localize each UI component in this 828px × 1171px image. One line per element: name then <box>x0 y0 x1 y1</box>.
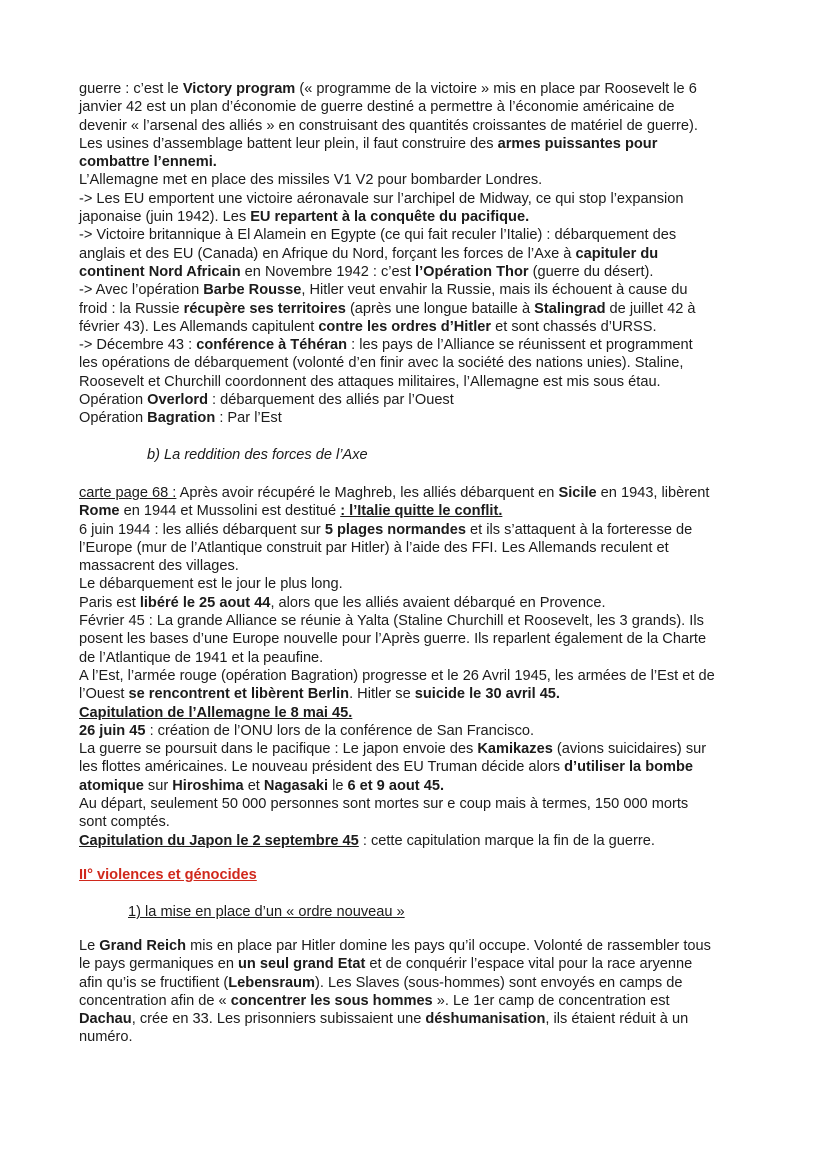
text-line <box>79 502 761 520</box>
text-span: en 1943, libèrent <box>596 485 710 501</box>
text-span: japonaise (juin 1942). Les <box>79 209 251 226</box>
bold-text: Kamikazes <box>477 741 553 758</box>
bold-text: Grand Reich <box>99 938 187 954</box>
text-span: les opérations de débarquement (volonté d’en finir avec la société des nations unies). Staline, <box>79 355 684 372</box>
text-span: en Novembre 1942 : c’est <box>240 263 416 280</box>
bold-text: récupère ses territoires <box>183 300 346 317</box>
text-span: les flottes américaines. Le nouveau président des EU Truman décide alors <box>79 759 565 776</box>
text-line <box>79 409 761 427</box>
text-span: anglais et des EU (Canada) en Afrique du Nord, forçant les forces de l’Axe à <box>79 245 576 262</box>
text-line <box>79 336 761 354</box>
text-span: : Par l’Est <box>215 410 282 427</box>
text-span: et ils s’attaquent à la forteresse de <box>465 521 693 538</box>
bold-text: se rencontrent et libèrent Berlin <box>128 686 350 703</box>
bold-text: Capitulation du Japon le 2 septembre 45 <box>79 832 359 849</box>
text-span: Opération <box>79 392 148 409</box>
text-span: , alors que les alliés avaient débarqué en Provence. <box>270 594 606 611</box>
text-span: le <box>328 777 348 794</box>
bold-text: déshumanisation <box>425 1011 546 1028</box>
text-line <box>79 758 761 776</box>
bold-text: Lebensraum <box>228 974 316 991</box>
text-span: (après une longue bataille à <box>345 300 535 317</box>
text-line <box>79 594 761 612</box>
text-span: sur <box>143 777 173 794</box>
bold-text: Bagration <box>147 410 216 427</box>
text-span: : création de l’ONU lors de la conférence de San Francisco. <box>145 722 535 739</box>
bold-text: Stalingrad <box>534 300 606 317</box>
text-span: ». Le 1er camp de concentration est <box>432 992 670 1009</box>
text-span: l’Europe (mur de l’Atlantique construit par Hitler) à l’aide des FFI. Les Allemands reculent et <box>79 539 669 556</box>
text-span: concentration afin de « <box>79 992 231 1009</box>
heading-violences-genocides: II° violences et génocides <box>79 867 257 883</box>
text-line <box>79 704 761 722</box>
paragraph-reddition <box>79 484 761 850</box>
text-span: et sont chassés d’URSS. <box>491 318 657 335</box>
text-span: le pays germaniques en <box>79 956 239 973</box>
text-span: janvier 42 est un plan d’économie de guerre destiné a permettre à l’économie américaine de <box>79 99 675 116</box>
text-span: Au départ, seulement 50 000 personnes sont mortes sur e coup mais à termes, 150 000 morts <box>79 796 689 813</box>
text-span: mis en place par Hitler domine les pays qu’il occupe. Volonté de rassembler tous <box>186 938 711 954</box>
text-span: A l’Est, l’armée rouge (opération Bagration) progresse et le 26 Avril 1945, les armées de l’Est et de <box>79 667 715 684</box>
text-span: Opération <box>79 410 148 427</box>
text-line <box>79 484 761 502</box>
subheading-ordre-nouveau-wrap <box>128 903 405 921</box>
text-span: froid : la Russie <box>79 300 184 317</box>
text-line <box>79 1028 761 1046</box>
text-line <box>79 740 761 758</box>
bold-text: contre les ordres d’Hitler <box>318 318 492 335</box>
bold-text: 26 juin 45 <box>79 722 146 739</box>
text-line <box>79 281 761 299</box>
text-line <box>79 300 761 318</box>
text-line <box>79 813 761 831</box>
text-span: février 43). Les Allemands capitulent <box>79 318 319 335</box>
text-span: La guerre se poursuit dans le pacifique : Le japon envoie des <box>79 741 478 758</box>
text-line <box>79 245 761 263</box>
bold-text: suicide le 30 avril 45. <box>414 686 560 703</box>
bold-text: 6 et 9 aout 45. <box>347 777 445 794</box>
text-span: l’Ouest <box>79 686 129 703</box>
bold-text: Capitulation de l’Allemagne le 8 mai 45. <box>79 704 353 721</box>
text-line <box>79 795 761 813</box>
text-span: -> Les EU emportent une victoire aéronavale sur l’archipel de Midway, ce qui stop l’expansion <box>79 190 684 207</box>
text-span: massacrent des villages. <box>79 558 239 575</box>
subheading-reddition: b) La reddition des forces de l’Axe <box>147 447 368 463</box>
text-span: sont comptés. <box>79 814 170 831</box>
text-span: Le <box>79 938 100 954</box>
text-span: et de conquérir l’espace vital pour la race aryenne <box>365 956 693 973</box>
bold-text: l’Opération Thor <box>415 263 529 280</box>
text-line <box>79 153 761 171</box>
paragraph-grand-reich <box>79 937 761 1047</box>
text-line <box>79 354 761 372</box>
text-span: : cette capitulation marque la fin de la guerre. <box>358 832 655 849</box>
text-line <box>79 649 761 667</box>
text-line <box>79 575 761 593</box>
bold-text: concentrer les sous hommes <box>230 992 433 1009</box>
text-line <box>79 722 761 740</box>
bold-text: : l’Italie quitte le conflit. <box>340 503 503 520</box>
text-span: Après avoir récupéré le Maghreb, les alliés débarquent en <box>176 485 559 501</box>
text-span: en 1944 et Mussolini est destitué <box>119 503 341 520</box>
text-span: devenir « l’arsenal des alliés » en construisant des quantités croissantes de matériel de guerre). <box>79 117 698 134</box>
bold-text: Dachau <box>79 1011 132 1028</box>
text-span: Roosevelt et Churchill coordonnent des attaques militaires, l’Allemagne est mis sous étau. <box>79 373 661 390</box>
text-line <box>79 135 761 153</box>
bold-text: Nagasaki <box>263 777 329 794</box>
text-span: : les pays de l’Alliance se réunissent et programment <box>347 337 693 354</box>
bold-text: libéré le 25 aout 44 <box>139 594 271 611</box>
text-span: : débarquement des alliés par l’Ouest <box>207 392 454 409</box>
text-span: Les usines d’assemblage battent leur plein, il faut construire des <box>79 135 498 152</box>
text-span: numéro. <box>79 1029 133 1046</box>
text-line <box>79 667 761 685</box>
text-span: L’Allemagne met en place des missiles V1 V2 pour bombarder Londres. <box>79 172 543 189</box>
bold-text: conférence à Téhéran <box>196 337 348 354</box>
bold-text: d’utiliser la bombe <box>564 759 694 776</box>
text-line <box>79 557 761 575</box>
text-line <box>79 992 761 1010</box>
text-span: Paris est <box>79 594 140 611</box>
text-span: afin qu’is se fructifient ( <box>79 974 229 991</box>
bold-text: Rome <box>79 503 120 520</box>
text-span: -> Victoire britannique à El Alamein en Egypte (ce qui fait reculer l’Italie) : débarquement des <box>79 227 677 244</box>
text-line <box>79 974 761 992</box>
text-span: , Hitler veut envahir la Russie, mais ils échouent à cause du <box>301 282 688 299</box>
text-span: (« programme de la victoire » mis en place par Roosevelt le 6 <box>295 81 697 97</box>
paragraph-victory-program <box>79 80 761 428</box>
text-line <box>79 171 761 189</box>
bold-text: continent Nord Africain <box>79 263 241 280</box>
text-span: de juillet 42 à <box>605 300 696 317</box>
text-span: carte page 68 : <box>79 485 177 501</box>
text-span: et <box>243 777 264 794</box>
bold-text: 5 plages normandes <box>324 521 466 538</box>
text-span: (guerre du désert). <box>528 263 654 280</box>
text-span: -> Avec l’opération <box>79 282 204 299</box>
text-span: posent les bases d’une Europe nouvelle pour l’Après guerre. Ils reparlent également de la Charte <box>79 631 707 648</box>
text-span: . Hitler se <box>349 686 415 703</box>
text-line <box>79 937 761 955</box>
text-line <box>79 80 761 98</box>
text-line <box>79 777 761 795</box>
text-line <box>79 373 761 391</box>
text-line <box>79 630 761 648</box>
text-line <box>79 226 761 244</box>
text-line <box>79 318 761 336</box>
bold-text: combattre l’ennemi. <box>79 154 217 171</box>
subheading-ordre-nouveau: 1) la mise en place d’un « ordre nouveau » <box>128 904 405 920</box>
bold-text: atomique <box>79 777 144 794</box>
text-line <box>79 612 761 630</box>
text-span: ). Les Slaves (sous-hommes) sont envoyés en camps de <box>315 974 683 991</box>
text-line <box>79 832 761 850</box>
text-span: (avions suicidaires) sur <box>552 741 707 758</box>
text-span: Février 45 : La grande Alliance se réunie à Yalta (Staline Churchill et Roosevelt, les 3 grands). Ils <box>79 613 704 630</box>
bold-text: Overlord <box>147 392 208 409</box>
bold-text: un seul grand Etat <box>238 956 366 973</box>
text-line <box>79 539 761 557</box>
bold-text: capituler du <box>575 245 659 262</box>
bold-text: EU repartent à la conquête du pacifique. <box>250 209 530 226</box>
bold-text: Hiroshima <box>172 777 244 794</box>
text-span: de l’Atlantique de 1941 et la peaufine. <box>79 649 324 666</box>
text-line <box>79 208 761 226</box>
text-line <box>79 391 761 409</box>
bold-text: Barbe Rousse <box>203 282 302 299</box>
text-span: -> Décembre 43 : <box>79 337 197 354</box>
text-line <box>79 955 761 973</box>
text-span: Le débarquement est le jour le plus long. <box>79 576 343 593</box>
text-line <box>79 117 761 135</box>
text-line <box>79 98 761 116</box>
text-span: , crée en 33. Les prisonniers subissaient une <box>131 1011 426 1028</box>
bold-text: armes puissantes pour <box>497 135 658 152</box>
text-span: , ils étaient réduit à un <box>545 1011 689 1028</box>
text-line <box>79 685 761 703</box>
text-line <box>79 190 761 208</box>
text-span: 6 juin 1944 : les alliés débarquent sur <box>79 521 325 538</box>
bold-text: Sicile <box>558 485 597 501</box>
bold-text: Victory program <box>182 81 296 97</box>
text-span: guerre : c’est le <box>79 81 183 97</box>
text-line <box>79 521 761 539</box>
text-line <box>79 1010 761 1028</box>
text-line <box>79 263 761 281</box>
